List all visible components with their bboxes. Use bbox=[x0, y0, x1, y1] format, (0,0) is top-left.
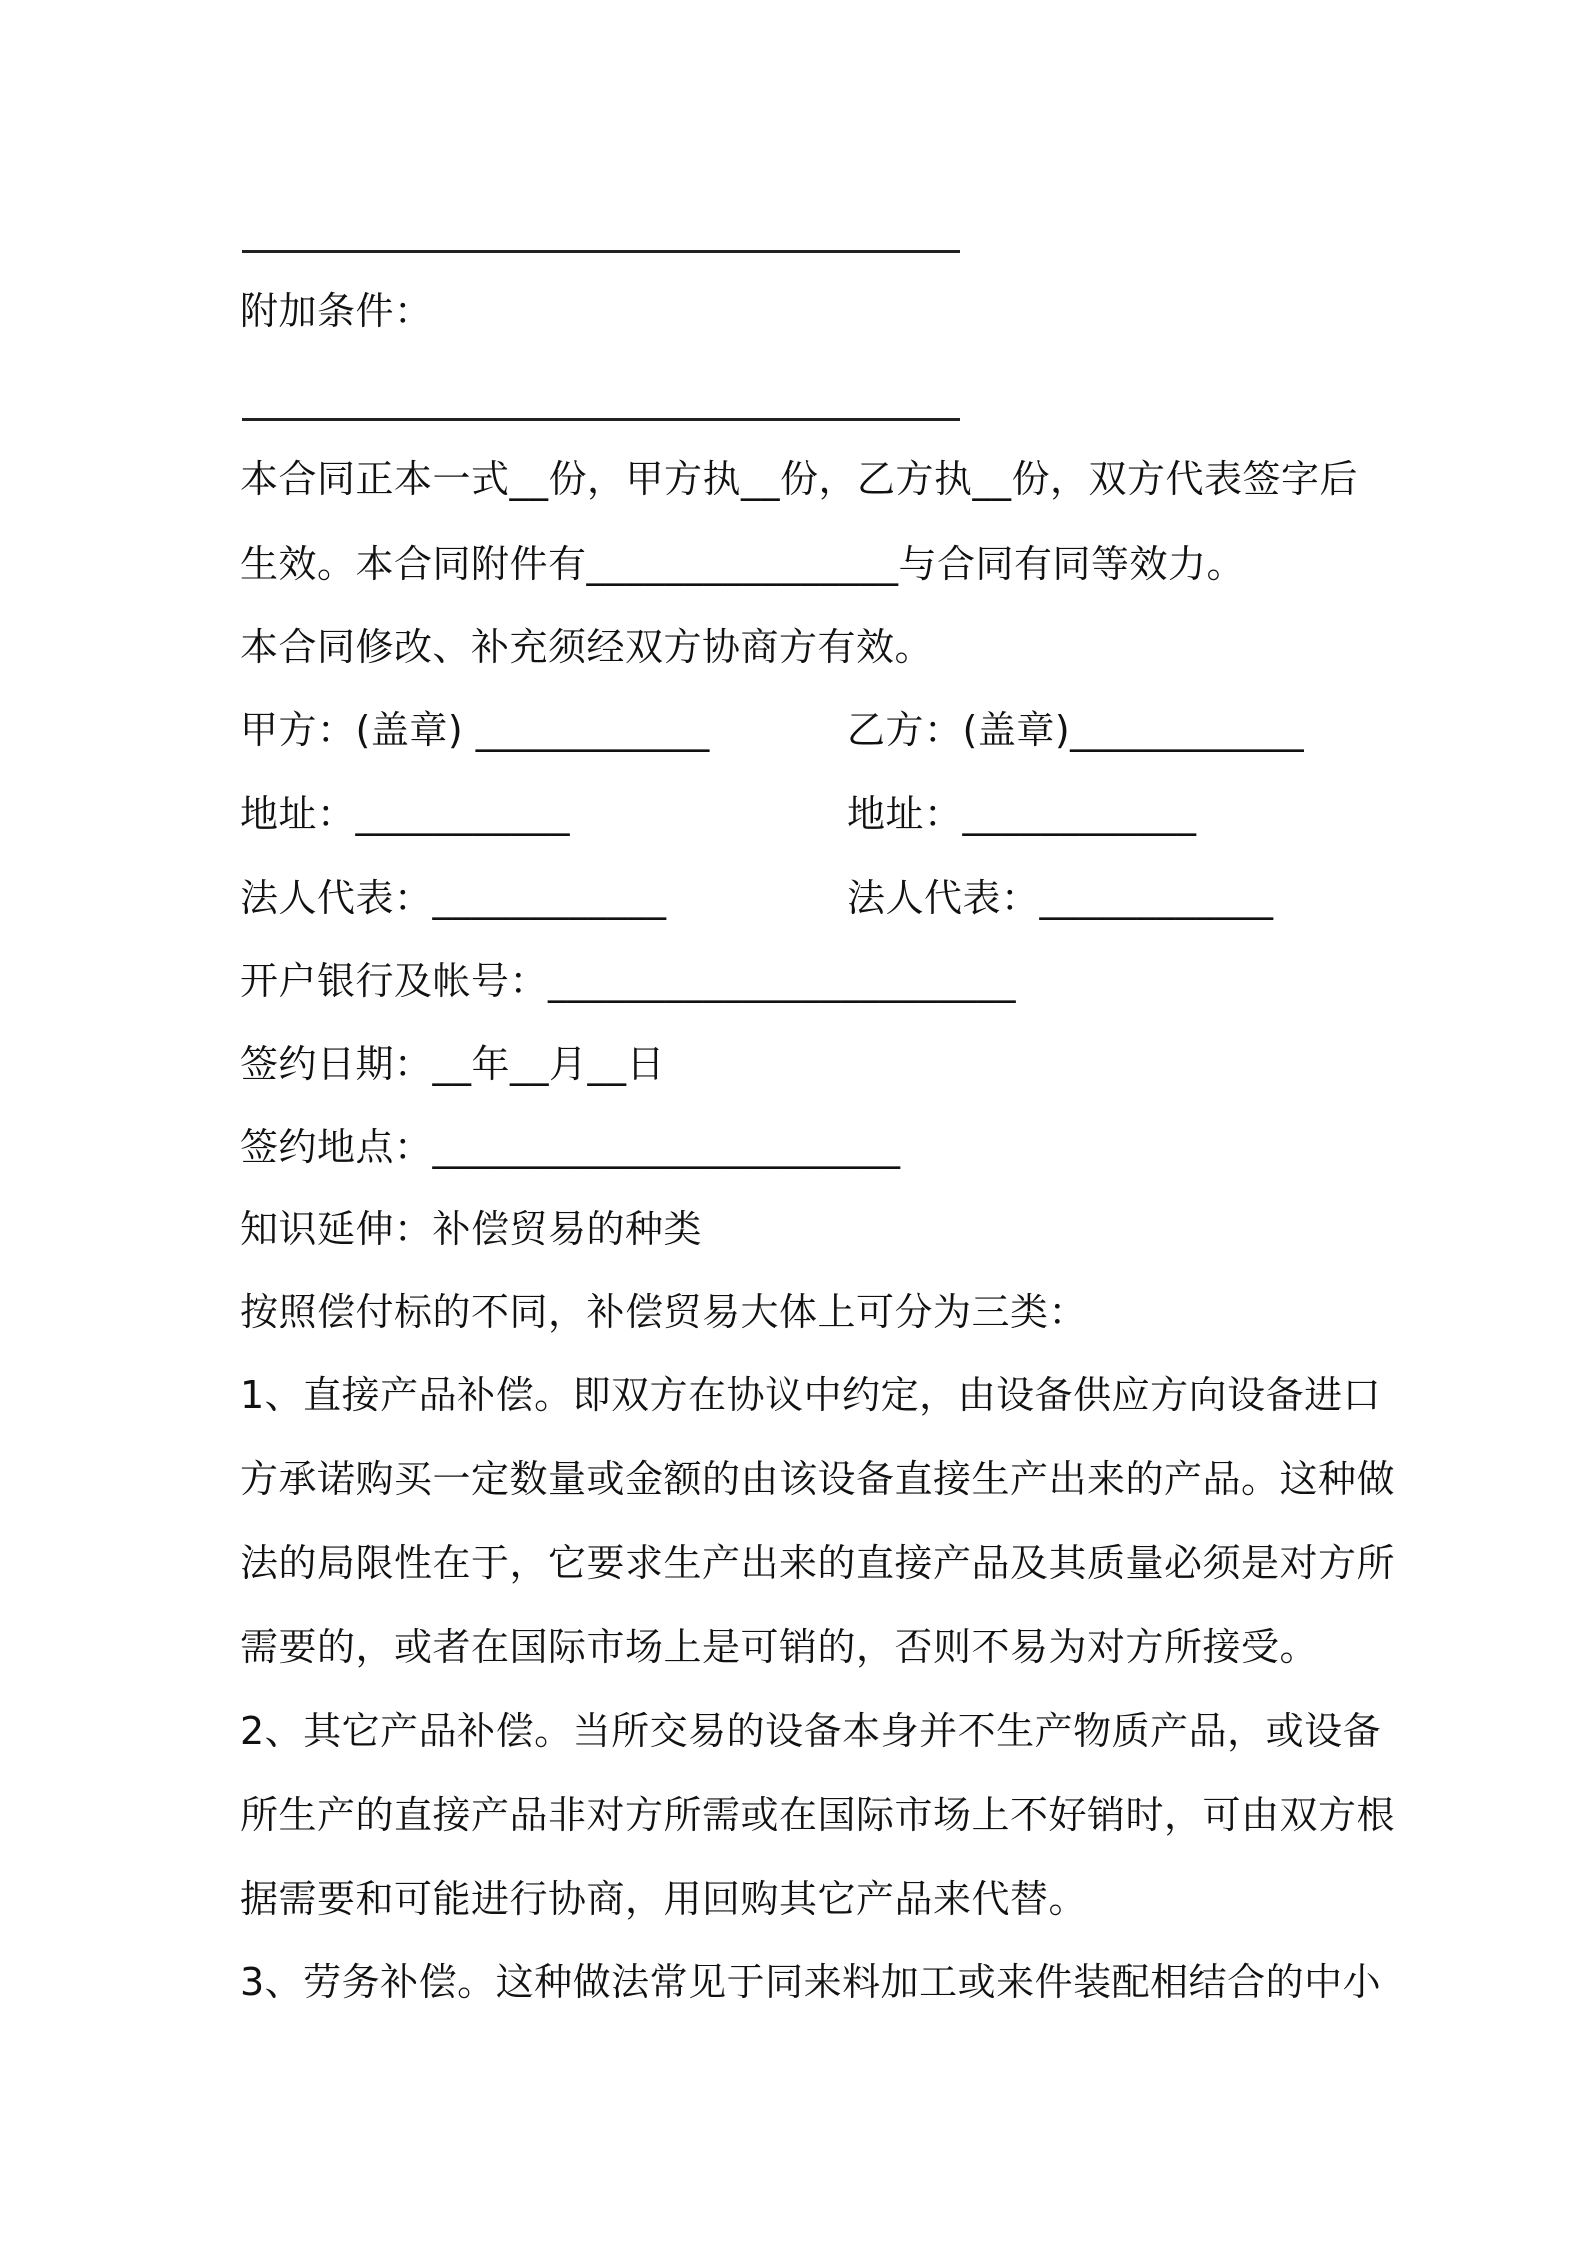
item-3-line: 3、劳务补偿。这种做法常见于同来料加工或来件装配相结合的中小 bbox=[240, 1960, 1382, 2004]
amendment-clause: 本合同修改、补充须经双方协商方有效。 bbox=[240, 625, 934, 669]
intro-paragraph: 按照偿付标的不同，补偿贸易大体上可分为三类： bbox=[240, 1290, 1088, 1334]
party-b-representative-field: 法人代表：____________ bbox=[847, 876, 1274, 920]
blank-line-separator bbox=[242, 250, 960, 253]
copies-clause: 本合同正本一式__份，甲方执__份，乙方执__份，双方代表签字后 bbox=[240, 457, 1359, 501]
party-a-representative-field: 法人代表：____________ bbox=[240, 876, 667, 920]
blank-line-separator bbox=[242, 418, 960, 421]
party-a-seal-field: 甲方：(盖章) ____________ bbox=[240, 708, 710, 752]
item-2-line: 据需要和可能进行协商，用回购其它产品来代替。 bbox=[240, 1877, 1088, 1921]
item-1-line: 需要的，或者在国际市场上是可销的，否则不易为对方所接受。 bbox=[240, 1625, 1319, 1669]
party-b-address-field: 地址：____________ bbox=[847, 792, 1197, 836]
party-b-seal-field: 乙方：(盖章)____________ bbox=[847, 708, 1305, 752]
copies-clause-continued: 生效。本合同附件有________________与合同有同等效力。 bbox=[240, 542, 1246, 586]
bank-account-field: 开户银行及帐号：________________________ bbox=[240, 959, 1017, 1003]
item-1-line: 方承诺购买一定数量或金额的由该设备直接生产出来的产品。这种做 bbox=[240, 1457, 1396, 1501]
item-2-line: 2、其它产品补偿。当所交易的设备本身并不生产物质产品，或设备 bbox=[240, 1709, 1382, 1753]
sign-place-field: 签约地点：________________________ bbox=[240, 1125, 901, 1169]
knowledge-extension-title: 知识延伸：补偿贸易的种类 bbox=[240, 1207, 703, 1251]
item-1-line: 1、直接产品补偿。即双方在协议中约定，由设备供应方向设备进口 bbox=[240, 1373, 1382, 1417]
item-2-line: 所生产的直接产品非对方所需或在国际市场上不好销时，可由双方根 bbox=[240, 1793, 1396, 1837]
additional-terms-label: 附加条件： bbox=[240, 289, 433, 333]
party-a-address-field: 地址：___________ bbox=[240, 792, 571, 836]
sign-date-field: 签约日期：__年__月__日 bbox=[240, 1042, 666, 1086]
item-1-line: 法的局限性在于，它要求生产出来的直接产品及其质量必须是对方所 bbox=[240, 1541, 1396, 1585]
